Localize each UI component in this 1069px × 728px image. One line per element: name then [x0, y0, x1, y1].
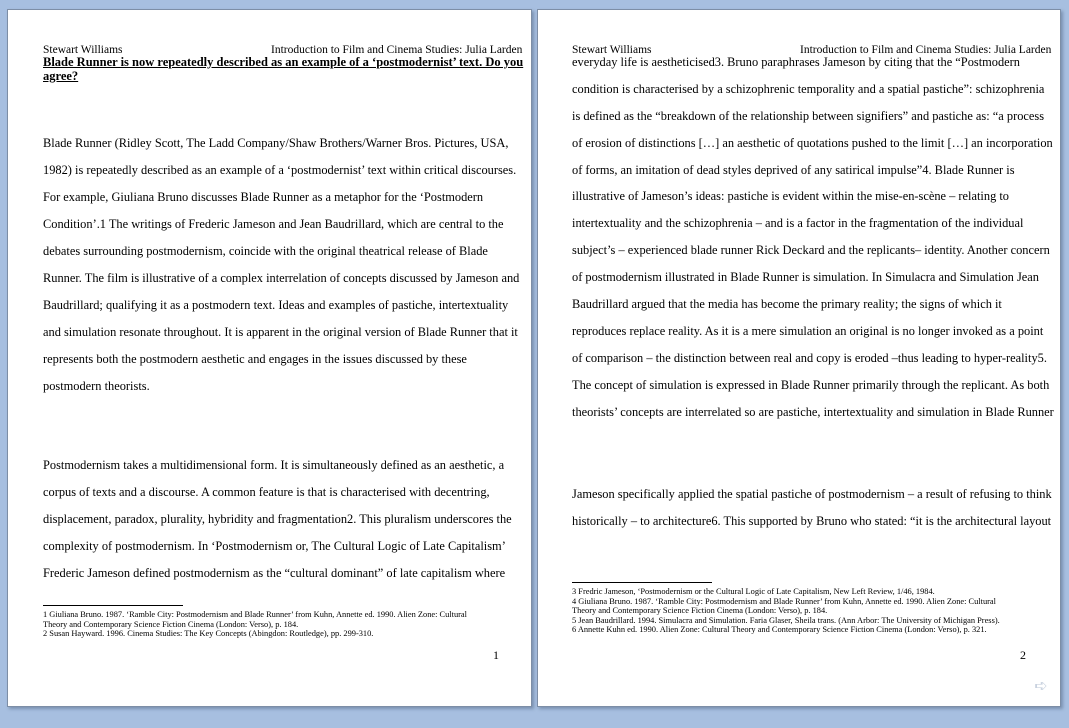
text-line: of postmodernism illustrated in Blade Runner is simulation. In Simulacra and Simulation Jean [572, 270, 1039, 285]
footnote-separator [43, 605, 183, 606]
text-line: Postmodernism takes a multidimensional form. It is simultaneously defined as an aesthetic, a [43, 458, 505, 472]
footnote-separator [572, 582, 712, 583]
text-line: displacement, paradox, plurality, hybridity and fragmentation2. This pluralism underscores the [43, 512, 512, 526]
essay-title-line-2: agree? [43, 69, 79, 83]
text-line: Runner. The film is illustrative of a complex interrelation of concepts discussed by Jameson and [43, 271, 520, 285]
text-line: postmodern theorists. [43, 379, 150, 393]
footnote: Theory and Contemporary Science Fiction Cinema (London: Verso), p. 184. [43, 619, 299, 629]
text-line: The concept of simulation is expressed in Blade Runner primarily through the replicant. As both [572, 377, 1050, 392]
text-line: of forms, an imitation of dead styles deprived of any satirical impulse”4. Blade Runner is [572, 162, 1015, 177]
document-page-2[interactable] [537, 9, 1061, 707]
header-author: Stewart Williams [43, 44, 123, 56]
text-line: historically – to architecture6. This supported by Bruno who stated: “it is the architectural layout [572, 514, 1052, 528]
text-line: illustrative of Jameson’s ideas: pastiche is evident within the mise-en-scène – relating to [572, 189, 1009, 204]
footnotes [43, 610, 513, 639]
text-line: condition is characterised by a schizophrenic temporality and a spatial pastiche”: schizophrenia [572, 81, 1045, 96]
essay-title [43, 55, 524, 83]
text-line: complexity of postmodernism. In ‘Postmodernism or, The Cultural Logic of Late Capitalism’ [43, 539, 506, 553]
arrow-right-icon[interactable]: ➪ [1034, 676, 1048, 695]
paragraph-jameson-baudrillard [572, 49, 1054, 425]
footnote: 3 Fredric Jameson, ‘Postmodernism or the Cultural Logic of Late Capitalism, New Left Review, 1/46, 1984. [572, 587, 935, 596]
essay-title-line-1: Blade Runner is now repeatedly described as an example of a ‘postmodernist’ text. Do you [43, 55, 524, 69]
paragraph-postmodernism [43, 452, 512, 587]
text-line: For example, Giuliana Bruno discusses Blade Runner as a metaphor for the ‘Postmodern [43, 190, 484, 204]
header-course: Introduction to Film and Cinema Studies: Julia Larden [800, 44, 1052, 56]
footnote: 5 Jean Baudrillard. 1994. Simulacra and Simulation. Faria Glaser, Sheila trans. (Ann Arbor: The University of Michigan Press). [572, 615, 1000, 625]
text-line: theorists’ concepts are interrelated so are pastiche, intertextuality and simulation in Blade Runner [572, 404, 1054, 419]
text-line: corpus of texts and a discourse. A common feature is that is characterised with decentring, [43, 485, 490, 499]
footnote: 4 Giuliana Bruno. 1987. ‘Ramble City: Postmodernism and Blade Runner’ from Kuhn, Annette ed. 1990. Alien Zone: Cultural [572, 596, 996, 606]
text-line: Frederic Jameson defined postmodernism as the “cultural dominant” of late capitalism where [43, 566, 506, 580]
text-line: debates surrounding postmodernism, coincide with the original theatrical release of Blade [43, 244, 488, 258]
text-line: Baudrillard; qualifying it as a postmodern text. Ideas and examples of pastiche, intertextuality [43, 298, 509, 312]
text-line: subject’s – experienced blade runner Rick Deckard and the replicants– identity. Another concern [572, 243, 1050, 258]
text-line: is defined as the “breakdown of the relationship between signifiers” and pastiche as: “a process [572, 108, 1045, 123]
text-line: of comparison – the distinction between real and copy is eroded –thus leading to hyper-reality5. [572, 350, 1047, 365]
page-number: 2 [1020, 648, 1026, 662]
text-line: Condition’.1 The writings of Frederic Jameson and Jean Baudrillard, which are central to the [43, 217, 504, 231]
text-line: represents both the postmodern aesthetic and engages in the issues discussed by these [43, 352, 467, 366]
text-line: Blade Runner (Ridley Scott, The Ladd Company/Shaw Brothers/Warner Bros. Pictures, USA, [43, 136, 509, 150]
text-line: Baudrillard argued that the media has become the primary reality; the signs of which it [572, 297, 1002, 312]
header-course: Introduction to Film and Cinema Studies: Julia Larden [271, 44, 523, 56]
text-line: Jameson specifically applied the spatial pastiche of postmodernism – a result of refusing to think [572, 487, 1052, 501]
paragraph-intro [43, 130, 520, 400]
text-line: of erosion of distinctions […] an aesthetic of quotations pushed to the limit […] an incorporation [572, 135, 1053, 150]
document-page-1[interactable] [7, 9, 532, 707]
footnotes [572, 587, 1042, 635]
text-line: and simulation resonate throughout. It is apparent in the original version of Blade Runner that it [43, 325, 518, 339]
header-author: Stewart Williams [572, 44, 652, 56]
paragraph-architecture [572, 481, 1052, 535]
page-number: 1 [493, 648, 499, 662]
footnote: 2 Susan Hayward. 1996. Cinema Studies: The Key Concepts (Abingdon: Routledge), pp. 299-310. [43, 629, 374, 639]
text-line: intertextuality and the schizophrenia – and is a factor in the fragmentation of the individual [572, 216, 1024, 231]
text-line: everyday life is aestheticised3. Bruno paraphrases Jameson by citing that the “Postmodern [572, 55, 1021, 69]
footnote: 6 Annette Kuhn ed. 1990. Alien Zone: Cultural Theory and Contemporary Science Fiction Cinema (London: Verso), p. 321. [572, 625, 987, 635]
text-line: reproduces replace reality. As it is a mere simulation an original is no longer invoked as a point [572, 323, 1044, 338]
footnote: 1 Giuliana Bruno. 1987. ‘Ramble City: Postmodernism and Blade Runner’ from Kuhn, Annette ed. 1990. Alien Zone: Cultural [43, 610, 467, 619]
text-line: 1982) is repeatedly described as an example of a ‘postmodernist’ text within critical discourses. [43, 163, 517, 177]
footnote: Theory and Contemporary Science Fiction Cinema (London: Verso), p. 184. [572, 606, 828, 616]
